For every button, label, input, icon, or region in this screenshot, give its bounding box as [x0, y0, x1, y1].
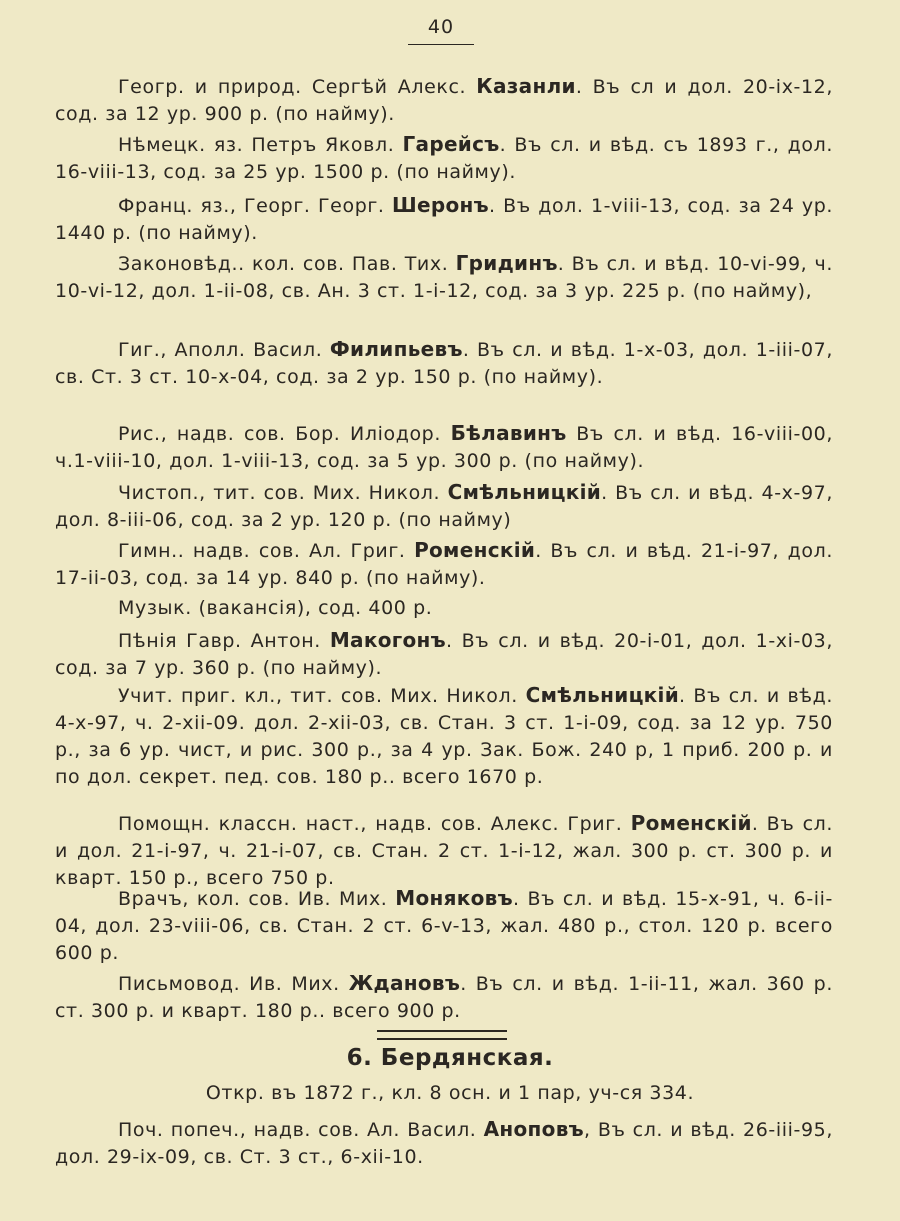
staff-entry: Письмовод. Ив. Мих. Ждановъ. Въ сл. и вѣд. 1-ii-11, жал. 360 р. ст. 300 р. и кварт. 180 р.. всего 900 р. [55, 971, 833, 1022]
staff-name: Ждановъ [348, 971, 461, 995]
staff-name: Казанли [476, 74, 576, 98]
staff-entry: Врачъ, кол. сов. Ив. Мих. Моняковъ. Въ сл. и вѣд. 15-x-91, ч. 6-ii-04, дол. 23-viii-06, св. Стан. 2 ст. 6-v-13, жал. 480 р., стол. 120 р. всего 600 р. [55, 886, 833, 964]
section-title: 6. Бердянская. [346, 1045, 554, 1071]
page-number: 40 [427, 16, 455, 38]
staff-entry: Законовѣд.. кол. сов. Пав. Тих. Гридинъ. Въ сл. и вѣд. 10-vi-99, ч. 10-vi-12, дол. 1-ii-08, св. Ан. 3 ст. 1-i-12, сод. за 3 ур. 225 р. (по найму), [55, 251, 833, 302]
staff-name: Шеронъ [392, 193, 490, 217]
staff-name: Моняковъ [395, 886, 513, 910]
staff-name: Гарейсъ [402, 132, 500, 156]
staff-entry: Нѣмецк. яз. Петръ Яковл. Гарейсъ. Въ сл. и вѣд. съ 1893 г., дол. 16-viii-13, сод. за 25 ур. 1500 р. (по найму). [55, 132, 833, 183]
staff-entry: Чистоп., тит. сов. Мих. Никол. Смѣльницкій. Въ сл. и вѣд. 4-x-97, дол. 8-iii-06, сод. за 2 ур. 120 р. (по найму) [55, 480, 833, 531]
staff-name: Макогонъ [329, 628, 447, 652]
staff-entry: Пѣнія Гавр. Антон. Макогонъ. Въ сл. и вѣд. 20-i-01, дол. 1-xi-03, сод. за 7 ур. 360 р. (по найму). [55, 628, 834, 679]
staff-entry: Гиг., Аполл. Васил. Филипьевъ. Въ сл. и вѣд. 1-x-03, дол. 1-iii-07, св. Ст. 3 ст. 10-x-04, сод. за 2 ур. 150 р. (по найму). [55, 337, 833, 388]
staff-entry: Рис., надв. сов. Бор. Иліодор. Бѣлавинъ Въ сл. и вѣд. 16-viii-00, ч.1-viii-10, дол. 1-viii-13, сод. за 5 ур. 300 р. (по найму). [55, 421, 833, 472]
staff-name: Филипьевъ [329, 337, 463, 361]
page-number-rule [408, 44, 474, 45]
staff-entry: Геогр. и природ. Сергѣй Алекс. Казанли. Въ сл и дол. 20-ix-12, сод. за 12 ур. 900 р. (по найму). [55, 74, 834, 125]
staff-name: Бѣлавинъ [450, 421, 567, 445]
staff-entry: Музык. (вакансія), сод. 400 р. [118, 597, 433, 619]
staff-name: Гридинъ [455, 251, 558, 275]
staff-name: Смѣльницкій [447, 480, 602, 504]
staff-entry: Гимн.. надв. сов. Ал. Григ. Роменскій. Въ сл. и вѣд. 21-i-97, дол. 17-ii-03, сод. за 14 ур. 840 р. (по найму). [55, 538, 833, 589]
staff-name: Роменскій [630, 811, 752, 835]
staff-entry: Поч. попеч., надв. сов. Ал. Васил. Аноповъ, Въ сл. и вѣд. 26-iii-95, дол. 29-ix-09, св. Ст. 3 ст., 6-xii-10. [55, 1117, 833, 1168]
section-divider [377, 1030, 507, 1040]
staff-name: Смѣльницкій [525, 683, 680, 707]
staff-name: Аноповъ [483, 1117, 585, 1141]
staff-name: Роменскій [414, 538, 536, 562]
staff-entry: Помощн. классн. наст., надв. сов. Алекс. Григ. Роменскій. Въ сл. и дол. 21-i-97, ч. 21-i-07, св. Стан. 2 ст. 1-i-12, жал. 300 р. ст. 300 р. и кварт. 150 р., всего 750 р. [55, 811, 833, 889]
section-subtitle: Откр. въ 1872 г., кл. 8 осн. и 1 пар, уч-ся 334. [205, 1082, 695, 1104]
staff-entry: Франц. яз., Георг. Георг. Шеронъ. Въ дол. 1-viii-13, сод. за 24 ур. 1440 р. (по найму). [55, 193, 833, 244]
staff-entry: Учит. приг. кл., тит. сов. Мих. Никол. Смѣльницкій. Въ сл. и вѣд. 4-x-97, ч. 2-xii-09. дол. 2-xii-03, св. Стан. 3 ст. 1-i-09, сод. за 12 ур. 750 р., за 6 ур. чист, и рис. 300 р., за 4 ур. Зак. Бож. 240 р, 1 приб. 200 р. и по дол. секрет. пед. сов. 180 р.. всего 1670 р. [55, 683, 833, 788]
